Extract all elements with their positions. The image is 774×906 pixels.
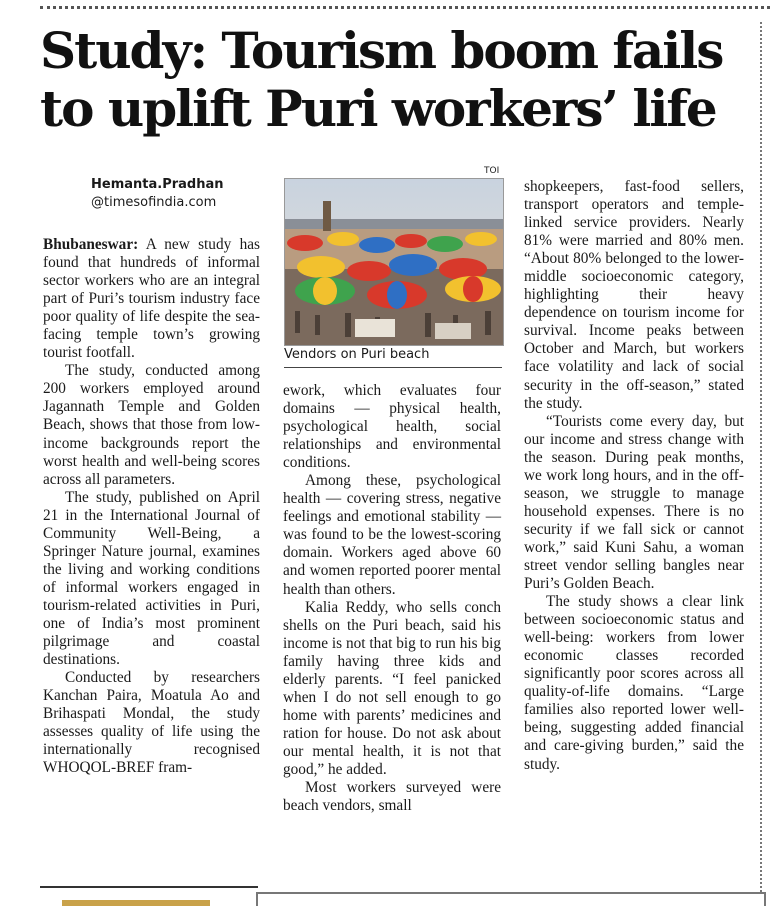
article-column-2	[283, 382, 501, 815]
headline-line-2: to uplift Puri workers’ life	[40, 79, 716, 138]
top-dotted-rule	[40, 6, 770, 9]
paragraph: ework, which evaluates four domains — physical health, psychological health, social relationships and environmental conditions.	[283, 382, 501, 472]
paragraph	[43, 236, 260, 362]
byline-email: @timesofindia.com	[91, 195, 217, 210]
paragraph: The study shows a clear link between socioeconomic status and well-being: workers from lower economic classes recorded significantly poor scores across all quality-of-life domains. “Large families also reported lower well-being, suggesting added financial and care-giving burden,” said the study.	[524, 593, 744, 773]
bottom-rule	[40, 886, 258, 888]
beach-umbrellas-illustration	[285, 179, 503, 345]
paragraph-text: A new study has found that hundreds of informal sector workers who are an integral part of Puri’s tourism industry face poor quality of life despite the sea-facing temple town’s growing tourist footfall.	[43, 236, 260, 362]
paragraph: The study, conducted among 200 workers employed around Jagannath Temple and Golden Beach, shows that those from low-income backgrounds report the worst health and well-being scores across all parameters.	[43, 362, 260, 488]
next-article-box	[256, 892, 766, 906]
photo-caption: Vendors on Puri beach	[284, 346, 502, 368]
paragraph: “Tourists come every day, but our income and stress change with the season. During peak months, we work long hours, and in the off-season, we struggle to manage household expenses. There is no security if we fall sick or cannot work,” said Kuni Sahu, a woman street vendor selling bangles near Puri’s Golden Beach.	[524, 412, 744, 593]
right-dotted-rule	[760, 22, 762, 892]
headline-line-1: Study: Tourism boom fails	[40, 21, 723, 80]
paragraph: Kalia Reddy, who sells conch shells on the Puri beach, said his income is not that big to run his big family having three kids and elderly parents. “I feel panicked when I do not sell enough to go home with parents’ medicines and ration for house. Do not ask about our mental health, it is not that good,” he added.	[283, 598, 501, 778]
article-column-1	[43, 176, 260, 777]
headline	[40, 22, 760, 138]
article-column-3	[524, 178, 744, 774]
beach-photo	[284, 178, 504, 346]
dateline: Bhubaneswar:	[43, 236, 139, 253]
paragraph: shopkeepers, fast-food sellers, transport operators and temple-linked service providers. Nearly 81% were married and 80% men. “About 80% belonged to the lower-middle socioeconomic category, highlighting their heavy dependence on tourism income for survival. Income peaks between October and March, but workers face volatility and lack of social security in the off-season,” stated the study.	[524, 178, 744, 412]
byline-name: Hemanta.Pradhan	[91, 177, 224, 192]
paragraph: Conducted by researchers Kanchan Paira, Moatula Ao and Brihaspati Mondal, the study assesses quality of life using the internationally recognised WHOQOL-BREF fram-	[43, 669, 260, 777]
paragraph: Most workers surveyed were beach vendors, small	[283, 779, 501, 815]
byline	[43, 176, 260, 212]
paragraph: Among these, psychological health — covering stress, negative feelings and emotional stability — was found to be the lowest-scoring domain. Workers aged above 60 and women reported poorer mental health than others.	[283, 472, 501, 598]
paragraph: The study, published on April 21 in the International Journal of Community Well-Being, a Springer Nature journal, examines the living and working conditions of informal workers engaged in tourism-related activities in Puri, one of India’s most prominent pilgrimage and coastal destinations.	[43, 488, 260, 669]
photo-credit: TOI	[484, 166, 500, 176]
next-section-tab	[62, 900, 210, 906]
